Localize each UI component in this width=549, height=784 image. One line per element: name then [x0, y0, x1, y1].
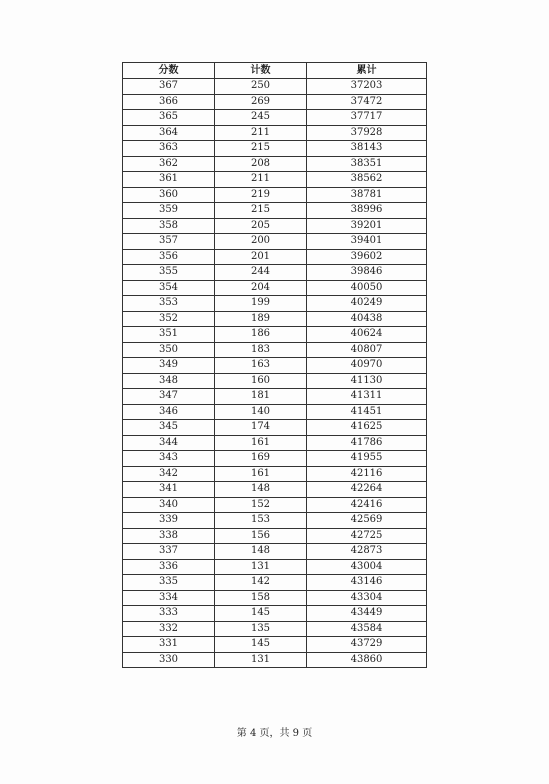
cell-score: 342	[123, 466, 215, 482]
table-row	[123, 110, 427, 126]
cell-cumulative: 43584	[307, 621, 427, 637]
cell-count: 148	[215, 544, 307, 560]
cell-count: 152	[215, 497, 307, 513]
cell-count: 169	[215, 451, 307, 467]
table-row	[123, 451, 427, 467]
cell-score: 333	[123, 606, 215, 622]
cell-cumulative: 40624	[307, 327, 427, 343]
table-row	[123, 94, 427, 110]
table-header-row	[123, 63, 427, 79]
cell-cumulative: 40807	[307, 342, 427, 358]
cell-count: 142	[215, 575, 307, 591]
table-row	[123, 544, 427, 560]
cell-count: 135	[215, 621, 307, 637]
cell-cumulative: 40249	[307, 296, 427, 312]
cell-count: 174	[215, 420, 307, 436]
table-row	[123, 575, 427, 591]
cell-count: 250	[215, 79, 307, 95]
cell-score: 335	[123, 575, 215, 591]
cell-cumulative: 38781	[307, 187, 427, 203]
cell-score: 332	[123, 621, 215, 637]
cell-score: 366	[123, 94, 215, 110]
cell-cumulative: 41311	[307, 389, 427, 405]
table-row	[123, 249, 427, 265]
cell-cumulative: 37928	[307, 125, 427, 141]
cell-cumulative: 43004	[307, 559, 427, 575]
table-row	[123, 280, 427, 296]
cell-score: 362	[123, 156, 215, 172]
cell-cumulative: 37717	[307, 110, 427, 126]
cell-score: 348	[123, 373, 215, 389]
cell-score: 354	[123, 280, 215, 296]
table-row	[123, 296, 427, 312]
cell-score: 347	[123, 389, 215, 405]
cell-cumulative: 41130	[307, 373, 427, 389]
table-row	[123, 559, 427, 575]
cell-cumulative: 42416	[307, 497, 427, 513]
cell-score: 353	[123, 296, 215, 312]
cell-score: 355	[123, 265, 215, 281]
cell-cumulative: 42569	[307, 513, 427, 529]
table-row	[123, 466, 427, 482]
cell-count: 145	[215, 606, 307, 622]
cell-count: 204	[215, 280, 307, 296]
cell-count: 269	[215, 94, 307, 110]
cell-cumulative: 37203	[307, 79, 427, 95]
cell-cumulative: 39401	[307, 234, 427, 250]
cell-count: 131	[215, 559, 307, 575]
table-row	[123, 590, 427, 606]
cell-cumulative: 43449	[307, 606, 427, 622]
table-row	[123, 342, 427, 358]
cell-cumulative: 43146	[307, 575, 427, 591]
cell-score: 336	[123, 559, 215, 575]
cell-count: 211	[215, 125, 307, 141]
cell-score: 356	[123, 249, 215, 265]
cell-score: 359	[123, 203, 215, 219]
table-row	[123, 637, 427, 653]
cell-count: 215	[215, 141, 307, 157]
table-row	[123, 606, 427, 622]
cell-score: 338	[123, 528, 215, 544]
cell-count: 161	[215, 435, 307, 451]
cell-count: 163	[215, 358, 307, 374]
cell-cumulative: 41786	[307, 435, 427, 451]
table-row	[123, 187, 427, 203]
table-row	[123, 327, 427, 343]
cell-count: 186	[215, 327, 307, 343]
table-row	[123, 141, 427, 157]
table-body	[123, 79, 427, 668]
cell-score: 363	[123, 141, 215, 157]
cell-cumulative: 39602	[307, 249, 427, 265]
cell-score: 345	[123, 420, 215, 436]
cell-score: 364	[123, 125, 215, 141]
cell-count: 201	[215, 249, 307, 265]
cell-cumulative: 41625	[307, 420, 427, 436]
cell-score: 360	[123, 187, 215, 203]
page-number-footer: 第 4 页，共 9 页	[236, 728, 313, 739]
cell-cumulative: 43304	[307, 590, 427, 606]
cell-cumulative: 42725	[307, 528, 427, 544]
cell-score: 367	[123, 79, 215, 95]
cell-count: 183	[215, 342, 307, 358]
table-row	[123, 513, 427, 529]
table-row	[123, 79, 427, 95]
table-row	[123, 125, 427, 141]
cell-cumulative: 37472	[307, 94, 427, 110]
table-row	[123, 420, 427, 436]
cell-cumulative: 41451	[307, 404, 427, 420]
header-cumulative: 累计	[307, 63, 427, 79]
cell-score: 346	[123, 404, 215, 420]
cell-score: 341	[123, 482, 215, 498]
cell-count: 244	[215, 265, 307, 281]
cell-score: 339	[123, 513, 215, 529]
cell-count: 211	[215, 172, 307, 188]
cell-cumulative: 39201	[307, 218, 427, 234]
cell-score: 340	[123, 497, 215, 513]
cell-score: 352	[123, 311, 215, 327]
table-row	[123, 404, 427, 420]
cell-cumulative: 39846	[307, 265, 427, 281]
cell-count: 148	[215, 482, 307, 498]
cell-cumulative: 38996	[307, 203, 427, 219]
cell-count: 156	[215, 528, 307, 544]
cell-score: 330	[123, 652, 215, 668]
cell-count: 215	[215, 203, 307, 219]
cell-score: 365	[123, 110, 215, 126]
table-row	[123, 172, 427, 188]
cell-count: 208	[215, 156, 307, 172]
cell-cumulative: 38143	[307, 141, 427, 157]
cell-cumulative: 42264	[307, 482, 427, 498]
cell-count: 131	[215, 652, 307, 668]
cell-count: 153	[215, 513, 307, 529]
header-count: 计数	[215, 63, 307, 79]
cell-count: 245	[215, 110, 307, 126]
cell-score: 350	[123, 342, 215, 358]
table-row	[123, 234, 427, 250]
table-row	[123, 621, 427, 637]
cell-count: 189	[215, 311, 307, 327]
cell-cumulative: 38562	[307, 172, 427, 188]
table-row	[123, 265, 427, 281]
table-row	[123, 373, 427, 389]
cell-count: 181	[215, 389, 307, 405]
table-row	[123, 389, 427, 405]
cell-count: 158	[215, 590, 307, 606]
cell-cumulative: 40970	[307, 358, 427, 374]
cell-count: 145	[215, 637, 307, 653]
table-row	[123, 528, 427, 544]
cell-score: 357	[123, 234, 215, 250]
header-score: 分数	[123, 63, 215, 79]
cell-score: 351	[123, 327, 215, 343]
cell-cumulative: 40050	[307, 280, 427, 296]
cell-count: 205	[215, 218, 307, 234]
cell-cumulative: 43860	[307, 652, 427, 668]
cell-count: 160	[215, 373, 307, 389]
cell-score: 358	[123, 218, 215, 234]
cell-cumulative: 43729	[307, 637, 427, 653]
cell-score: 337	[123, 544, 215, 560]
cell-score: 349	[123, 358, 215, 374]
cell-cumulative: 42116	[307, 466, 427, 482]
cell-score: 343	[123, 451, 215, 467]
cell-count: 140	[215, 404, 307, 420]
table-row	[123, 311, 427, 327]
table-row	[123, 435, 427, 451]
table-row	[123, 358, 427, 374]
cell-score: 361	[123, 172, 215, 188]
cell-count: 200	[215, 234, 307, 250]
cell-count: 161	[215, 466, 307, 482]
cell-cumulative: 40438	[307, 311, 427, 327]
cell-count: 219	[215, 187, 307, 203]
cell-count: 199	[215, 296, 307, 312]
cell-cumulative: 38351	[307, 156, 427, 172]
cell-cumulative: 42873	[307, 544, 427, 560]
score-distribution-table	[122, 62, 427, 668]
table-row	[123, 156, 427, 172]
cell-score: 331	[123, 637, 215, 653]
table-row	[123, 203, 427, 219]
table-row	[123, 497, 427, 513]
cell-score: 334	[123, 590, 215, 606]
cell-cumulative: 41955	[307, 451, 427, 467]
cell-score: 344	[123, 435, 215, 451]
table-row	[123, 482, 427, 498]
table-row	[123, 652, 427, 668]
table-row	[123, 218, 427, 234]
